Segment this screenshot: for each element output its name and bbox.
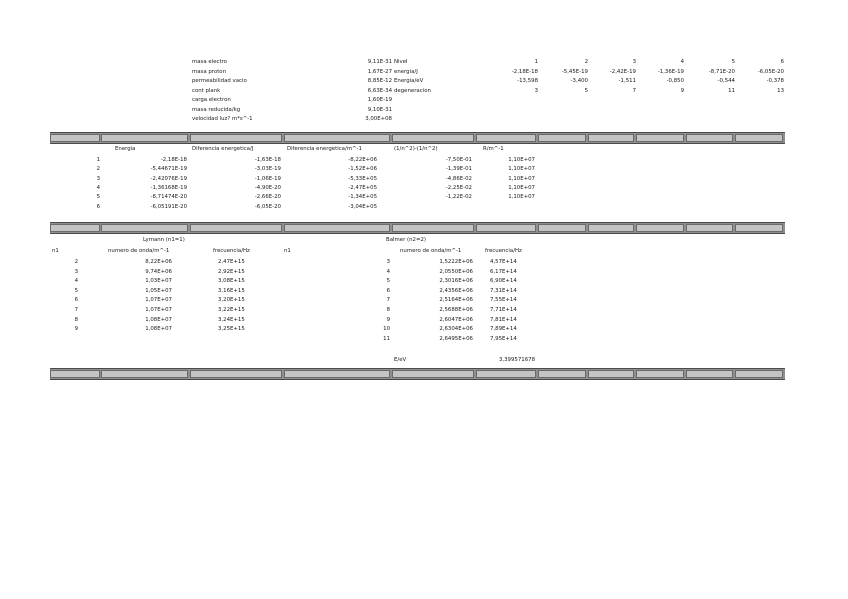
energy-table-header: R/m^-1	[483, 146, 504, 152]
lymann-row-onda: 1,03E+07	[145, 278, 172, 285]
lymann-row-onda: 8,22E+06	[145, 259, 172, 265]
level-row-label: degeneracion	[394, 87, 431, 94]
energy-row-r: 1,10E+07	[508, 194, 535, 201]
band-cell	[686, 224, 733, 232]
balmer-header-freq: frecuencia/Hz	[485, 248, 522, 254]
lymann-row-onda: 9,74E+06	[145, 268, 172, 275]
balmer-row-freq: 7,55E+14	[490, 297, 517, 304]
energy-table-header: (1/n^2)-(1/n^2)	[394, 146, 438, 152]
energy-row-dif-m: -5,33E+05	[348, 175, 377, 182]
band-cell	[588, 134, 634, 142]
band-cell	[284, 370, 390, 378]
balmer-row-onda: 1,5222E+06	[439, 259, 473, 265]
band-cell	[735, 134, 783, 142]
separator-band	[50, 368, 785, 380]
energy-row-n: 6	[96, 203, 100, 210]
constant-label: masa electro	[192, 59, 227, 65]
constant-label: cont plank	[192, 87, 221, 94]
level-cell: 13	[777, 87, 784, 94]
constant-label: carga electron	[192, 97, 231, 103]
constant-value: 9,10E-31	[367, 106, 392, 113]
energy-row-r: 1,10E+07	[508, 184, 535, 191]
energy-row-energia: -2,18E-18	[160, 157, 187, 163]
balmer-header-onda: numero de onda/m^-1	[400, 248, 462, 254]
balmer-row-freq: 7,71E+14	[490, 307, 517, 313]
energy-row-n: 4	[96, 184, 100, 191]
energy-row-n: 1	[96, 157, 100, 163]
energy-row-dif-m: -1,52E+06	[348, 166, 377, 173]
energy-row-inv: -7,50E-01	[445, 157, 472, 163]
level-cell: -1,36E-19	[657, 68, 684, 75]
energy-row-inv: -4,86E-02	[445, 175, 472, 182]
energy-row-dif-j: -1,63E-18	[254, 157, 281, 163]
energy-row-r: 1,10E+07	[508, 157, 535, 163]
band-cell	[636, 370, 684, 378]
ev-label: E/eV	[394, 357, 407, 363]
level-cell: -8,71E-20	[708, 68, 735, 75]
level-cell: 3	[632, 59, 636, 65]
band-cell	[101, 370, 188, 378]
lymann-title: Lymann (n1=1)	[143, 237, 185, 243]
energy-table-header: Diferencia energetica/J	[192, 146, 254, 152]
level-cell: 5	[584, 87, 588, 94]
energy-row-dif-m: -8,22E+06	[348, 157, 377, 163]
band-cell	[392, 224, 474, 232]
level-row-label: Energia/eV	[394, 78, 424, 84]
energy-row-dif-m: -1,34E+05	[348, 194, 377, 201]
level-cell: 3	[534, 87, 538, 94]
constant-value: 3,00E+08	[365, 116, 392, 122]
level-cell: -0,544	[717, 78, 735, 84]
lymann-row-onda: 1,07E+07	[145, 307, 172, 313]
lymann-row-onda: 1,05E+07	[145, 287, 172, 294]
lymann-row-n: 3	[74, 268, 78, 275]
band-cell	[476, 134, 536, 142]
lymann-header-onda: numero de onda/m^-1	[108, 248, 170, 254]
balmer-row-freq: 7,81E+14	[490, 316, 517, 323]
band-cell	[476, 370, 536, 378]
separator-band	[50, 132, 785, 144]
lymann-row-onda: 1,07E+07	[145, 297, 172, 304]
band-cell	[538, 134, 586, 142]
band-cell	[284, 134, 390, 142]
level-cell: -1,511	[618, 78, 636, 84]
level-cell: 4	[680, 59, 684, 65]
energy-row-r: 1,10E+07	[508, 166, 535, 173]
energy-row-n: 2	[96, 166, 100, 173]
constant-value: 8,85E-12	[367, 78, 392, 84]
balmer-row-freq: 7,31E+14	[490, 287, 517, 294]
constant-value: 1,60E-19	[367, 97, 392, 103]
band-cell	[538, 224, 586, 232]
band-cell	[636, 134, 684, 142]
balmer-row-freq: 6,17E+14	[490, 268, 517, 275]
energy-row-dif-j: -6,05E-20	[254, 203, 281, 210]
energy-table-header: Energia	[115, 146, 136, 152]
lymann-row-n: 9	[74, 326, 78, 333]
level-cell: -0,378	[766, 78, 784, 84]
band-cell	[190, 224, 282, 232]
balmer-row-onda: 2,6495E+06	[439, 335, 473, 342]
lymann-row-freq: 2,47E+15	[218, 259, 245, 265]
balmer-row-n: 4	[386, 268, 390, 275]
lymann-row-n: 7	[74, 307, 78, 313]
balmer-row-n: 5	[386, 278, 390, 285]
lymann-row-onda: 1,08E+07	[145, 326, 172, 333]
level-cell: -3,400	[570, 78, 588, 84]
level-cell: 7	[632, 87, 636, 94]
constant-value: 6,63E-34	[367, 87, 392, 94]
level-cell: 1	[534, 59, 538, 65]
constant-label: masa reducida/kg	[192, 106, 241, 113]
balmer-row-freq: 4,57E+14	[490, 259, 517, 265]
constant-label: permeabilidad vacio	[192, 78, 247, 84]
energy-row-energia: -8,71474E-20	[150, 194, 187, 201]
energy-row-energia: -1,36168E-19	[150, 184, 187, 191]
balmer-row-n: 7	[386, 297, 390, 304]
level-cell: -2,42E-19	[609, 68, 636, 75]
lymann-row-n: 8	[74, 316, 78, 323]
level-cell: -0,850	[666, 78, 684, 84]
energy-row-dif-m: -3,04E+05	[348, 203, 377, 210]
balmer-row-n: 9	[386, 316, 390, 323]
separator-band	[50, 222, 785, 234]
band-cell	[190, 370, 282, 378]
balmer-row-n: 3	[386, 259, 390, 265]
lymann-header-n1: n1	[52, 248, 59, 254]
band-cell	[686, 370, 733, 378]
band-cell	[190, 134, 282, 142]
balmer-row-freq: 7,89E+14	[490, 326, 517, 333]
level-cell: 2	[584, 59, 588, 65]
band-cell	[101, 134, 188, 142]
ev-value: 3,399571678	[498, 357, 535, 363]
level-cell: 9	[680, 87, 684, 94]
band-cell	[636, 224, 684, 232]
lymann-row-n: 4	[74, 278, 78, 285]
level-row-label: Nivel	[394, 59, 408, 65]
lymann-row-n: 6	[74, 297, 78, 304]
balmer-row-onda: 2,5688E+06	[439, 307, 473, 313]
level-cell: 6	[780, 59, 784, 65]
balmer-row-onda: 2,6304E+06	[439, 326, 473, 333]
balmer-row-onda: 2,3016E+06	[439, 278, 473, 285]
lymann-row-n: 2	[74, 259, 78, 265]
band-cell	[588, 224, 634, 232]
lymann-row-onda: 1,08E+07	[145, 316, 172, 323]
lymann-row-n: 5	[74, 287, 78, 294]
level-cell: 5	[731, 59, 735, 65]
energy-row-inv: -1,22E-02	[445, 194, 472, 201]
band-cell	[50, 224, 100, 232]
energy-row-inv: -1,39E-01	[445, 166, 472, 173]
energy-row-energia: -6,05191E-20	[150, 203, 187, 210]
band-cell	[588, 370, 634, 378]
balmer-row-onda: 2,4356E+06	[439, 287, 473, 294]
level-cell: 11	[728, 87, 735, 94]
constant-label: velocidad luz? m*s^-1	[192, 116, 253, 122]
band-cell	[101, 224, 188, 232]
lymann-row-freq: 3,25E+15	[218, 326, 245, 333]
constant-label: masa proton	[192, 68, 227, 75]
energy-row-dif-j: -1,06E-19	[254, 175, 281, 182]
balmer-title: Balmer (n2=2)	[386, 237, 426, 243]
energy-row-dif-j: -3,03E-19	[254, 166, 281, 173]
balmer-row-onda: 2,6047E+06	[439, 316, 473, 323]
band-cell	[284, 224, 390, 232]
energy-row-dif-j: -2,66E-20	[254, 194, 281, 201]
constant-value: 9,11E-31	[367, 59, 392, 65]
energy-row-inv: -2,25E-02	[445, 184, 472, 191]
energy-row-dif-j: -4,90E-20	[254, 184, 281, 191]
balmer-row-onda: 2,5164E+06	[439, 297, 473, 304]
level-row-label: energia/J	[394, 68, 418, 75]
energy-row-n: 5	[96, 194, 100, 201]
balmer-row-freq: 7,95E+14	[490, 335, 517, 342]
energy-row-energia: -2,42076E-19	[150, 175, 187, 182]
level-cell: -6,05E-20	[757, 68, 784, 75]
energy-row-dif-m: -2,47E+05	[348, 184, 377, 191]
lymann-row-freq: 3,16E+15	[218, 287, 245, 294]
energy-row-r: 1,10E+07	[508, 175, 535, 182]
lymann-row-freq: 3,20E+15	[218, 297, 245, 304]
band-cell	[392, 370, 474, 378]
band-cell	[392, 134, 474, 142]
balmer-row-freq: 6,90E+14	[490, 278, 517, 285]
band-cell	[686, 134, 733, 142]
energy-row-energia: -5,44671E-19	[150, 166, 187, 173]
lymann-row-freq: 3,08E+15	[218, 278, 245, 285]
band-cell	[735, 224, 783, 232]
band-cell	[50, 134, 100, 142]
band-cell	[538, 370, 586, 378]
balmer-row-n: 6	[386, 287, 390, 294]
lymann-header-freq: frecuencia/Hz	[213, 248, 250, 254]
lymann-row-freq: 3,22E+15	[218, 307, 245, 313]
lymann-row-freq: 3,24E+15	[218, 316, 245, 323]
level-cell: -5,45E-19	[561, 68, 588, 75]
energy-table-header: Diferencia energetica/m^-1	[287, 146, 362, 152]
level-cell: -2,18E-18	[511, 68, 538, 75]
level-cell: -13,598	[517, 78, 538, 84]
band-cell	[476, 224, 536, 232]
band-cell	[735, 370, 783, 378]
lymann-row-freq: 2,92E+15	[218, 268, 245, 275]
band-cell	[50, 370, 100, 378]
balmer-row-n: 10	[383, 326, 390, 333]
constant-value: 1,67E-27	[367, 68, 392, 75]
balmer-row-n: 8	[386, 307, 390, 313]
balmer-header-n1: n1	[284, 248, 291, 254]
energy-row-n: 3	[96, 175, 100, 182]
balmer-row-onda: 2,0550E+06	[439, 268, 473, 275]
balmer-row-n: 11	[383, 335, 390, 342]
